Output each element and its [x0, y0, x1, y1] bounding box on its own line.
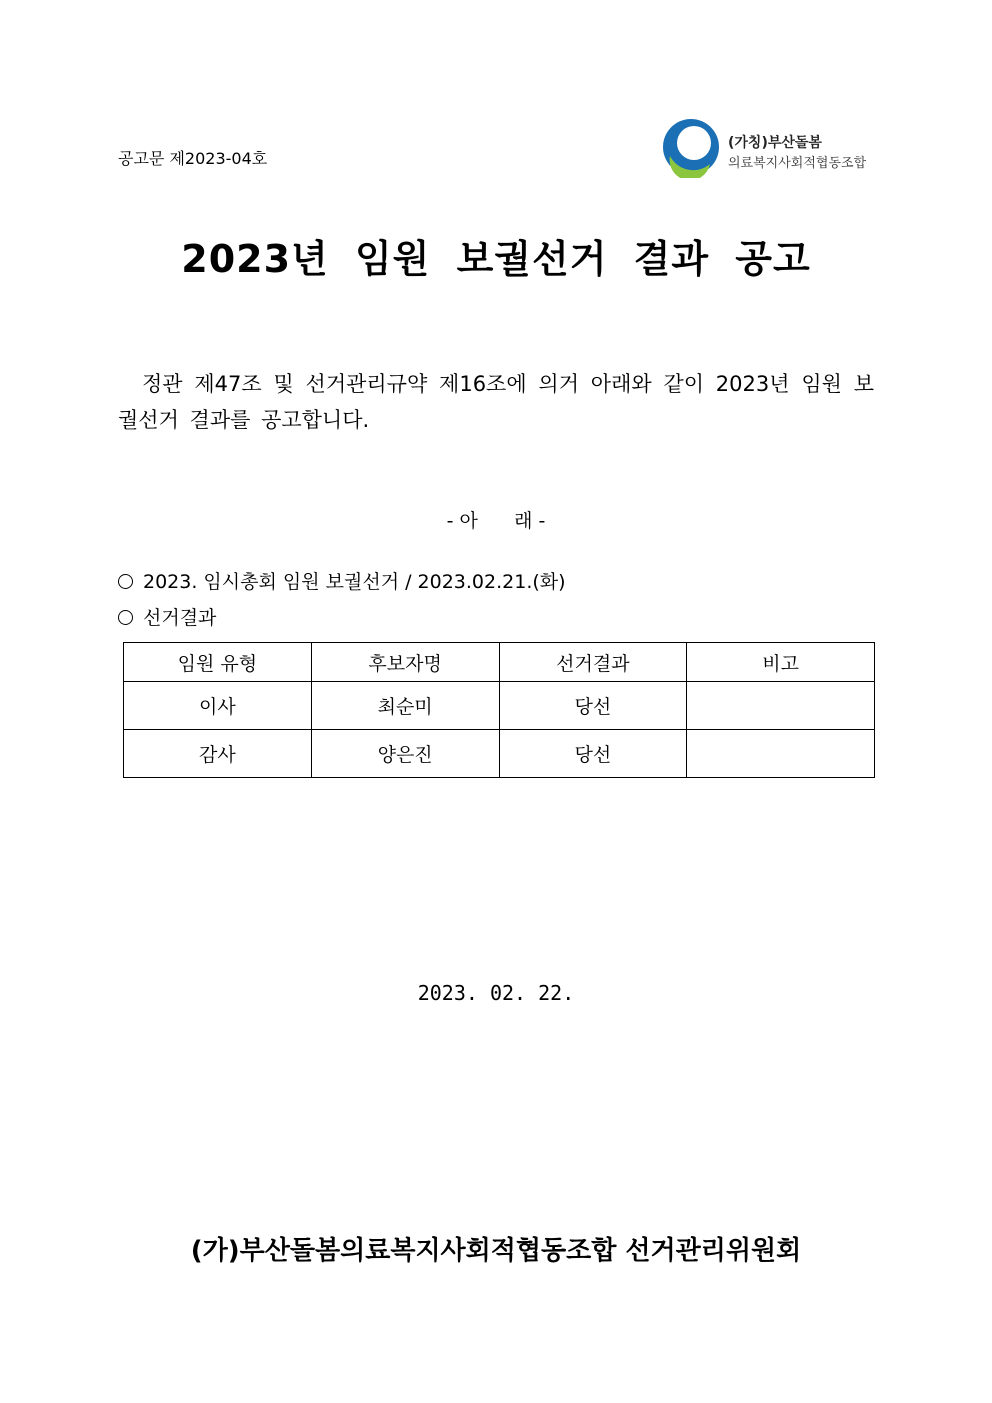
bullet-item-election	[118, 567, 566, 594]
table-cell: 당선	[499, 682, 687, 730]
column-header: 비고	[687, 643, 875, 682]
organization-logo	[660, 116, 890, 178]
logo-line-1: (가칭)부산돌봄	[728, 135, 822, 151]
column-header: 선거결과	[499, 643, 687, 682]
document-number: 공고문 제2023-04호	[118, 149, 268, 168]
body-text: 정관 제47조 및 선거관리규약 제16조에 의거 아래와 같이 2023년 임원 보궐선거 결과를 공고합니다.	[118, 372, 874, 432]
body-paragraph	[118, 366, 874, 438]
circle-bullet-icon	[118, 574, 133, 589]
table-row	[124, 730, 875, 778]
announcement-date: 2023. 02. 22.	[417, 981, 575, 1005]
table-cell: 감사	[124, 730, 312, 778]
column-header: 임원 유형	[124, 643, 312, 682]
issuer-signature: (가)부산돌봄의료복지사회적협동조합 선거관리위원회	[190, 1236, 802, 1266]
page-title: 2023년 임원 보궐선거 결과 공고	[181, 237, 811, 281]
table-cell	[687, 730, 875, 778]
table-row	[124, 682, 875, 730]
bullet-text: 선거결과	[143, 607, 217, 629]
below-heading: - 아 래 -	[446, 510, 546, 532]
logo-line-2: 의료복지사회적협동조합	[728, 156, 867, 171]
circle-bullet-icon	[118, 610, 133, 625]
logo-mark-icon	[660, 116, 722, 178]
table-cell	[687, 682, 875, 730]
table-header-row	[124, 643, 875, 682]
table-cell: 당선	[499, 730, 687, 778]
column-header: 후보자명	[311, 643, 499, 682]
table-cell: 최순미	[311, 682, 499, 730]
results-table	[123, 642, 875, 778]
table-cell: 양은진	[311, 730, 499, 778]
bullet-text: 2023. 임시총회 임원 보궐선거 / 2023.02.21.(화)	[143, 571, 566, 593]
bullet-item-results	[118, 603, 216, 630]
table-cell: 이사	[124, 682, 312, 730]
